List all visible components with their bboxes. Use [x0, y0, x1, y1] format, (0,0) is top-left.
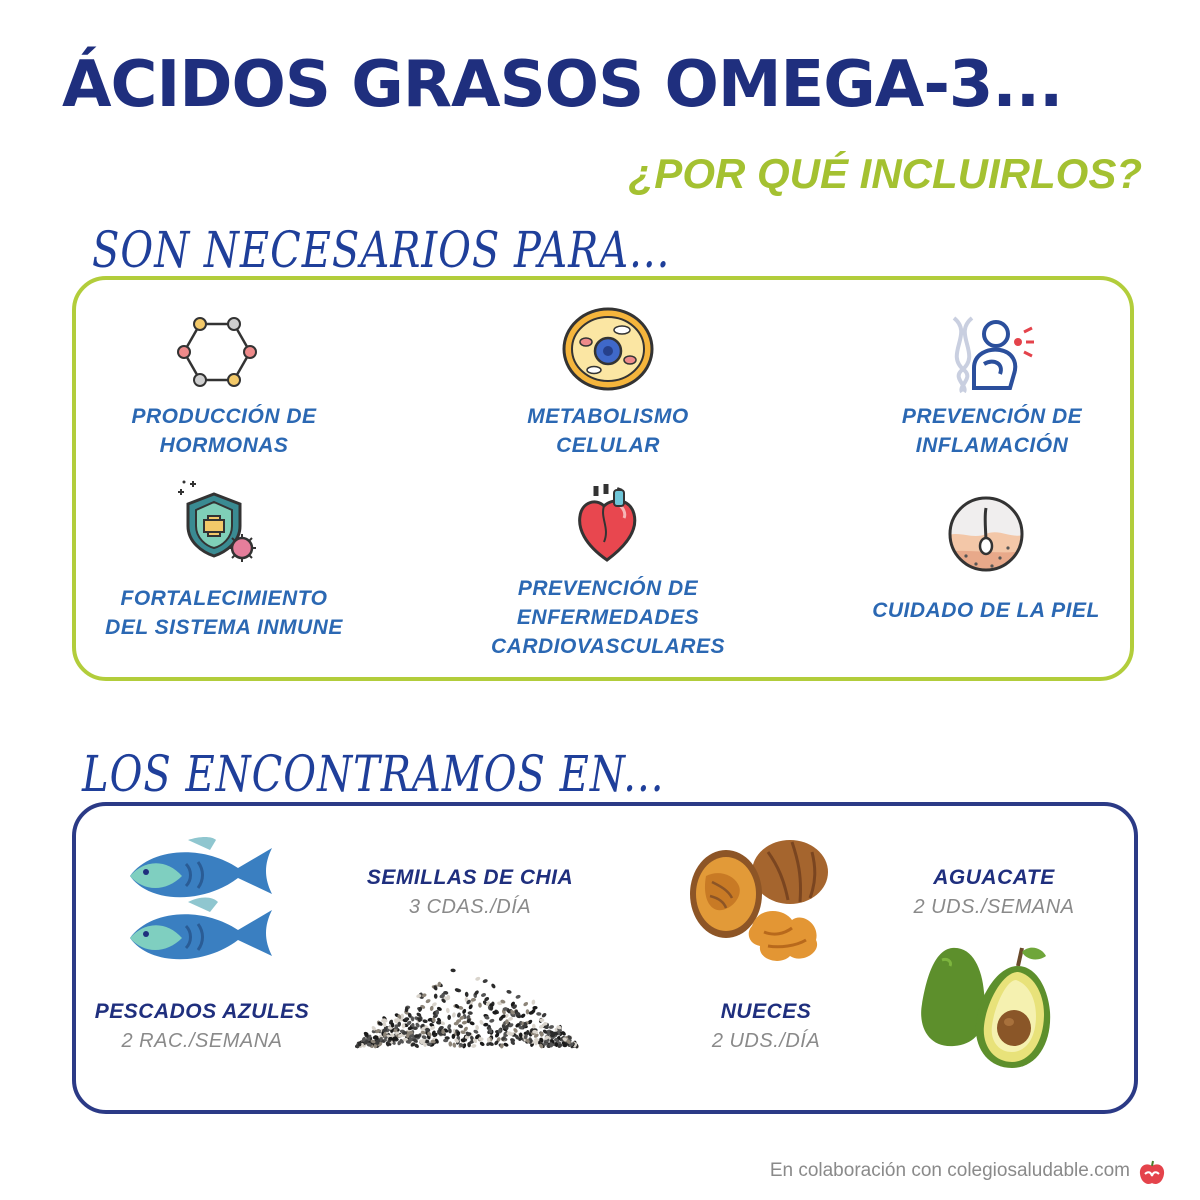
chia-seed — [434, 994, 438, 999]
chia-seed — [526, 1009, 530, 1014]
chia-seed — [452, 1042, 457, 1048]
benefit-line: FORTALECIMIENTO — [120, 587, 328, 610]
apple-logo-icon — [1138, 1160, 1166, 1186]
shield-virus-icon — [170, 480, 266, 572]
food-avocado-name: AGUACATE — [933, 866, 1055, 889]
chia-seed — [448, 1041, 452, 1046]
benefit-line: CUIDADO DE LA PIEL — [872, 599, 1100, 622]
chia-seed — [506, 989, 512, 994]
walnut-icon — [688, 836, 830, 968]
chia-seed — [523, 1001, 529, 1007]
benefit-line: PREVENCIÓN DE — [517, 577, 699, 600]
benefit-hormones — [74, 402, 374, 460]
chia-seed — [536, 1012, 541, 1016]
chia-seed — [482, 979, 488, 984]
page-title: ÁCIDOS GRASOS OMEGA-3... — [62, 48, 1063, 122]
chia-seeds-icon — [352, 950, 582, 1060]
chia-seed — [548, 1025, 554, 1030]
food-fish-name: PESCADOS AZULES — [94, 1000, 310, 1023]
section2-heading: LOS ENCONTRAMOS EN... — [82, 746, 665, 804]
chia-seed — [446, 1008, 450, 1014]
section1-heading: SON NECESARIOS PARA... — [92, 222, 671, 280]
chia-seed — [468, 1004, 474, 1010]
chia-seed — [541, 1012, 547, 1018]
benefit-line: PRODUCCIÓN DE — [131, 405, 317, 428]
chia-seed — [478, 1002, 482, 1008]
food-chia-name: SEMILLAS DE CHIA — [366, 866, 574, 889]
chia-seed — [489, 1018, 495, 1023]
food-fish-qty: 2 RAC./SEMANA — [121, 1030, 283, 1052]
chia-seed — [447, 1015, 451, 1020]
chia-seed — [480, 992, 486, 997]
chia-seed — [498, 1028, 502, 1033]
chia-seed — [475, 976, 481, 981]
benefit-line: HORMONAS — [159, 434, 289, 457]
benefit-line: INFLAMACIÓN — [915, 434, 1069, 457]
chia-seed — [475, 1025, 479, 1031]
chia-seed — [421, 1035, 427, 1040]
chia-seed — [465, 992, 469, 998]
footer-text: En colaboración con colegiosaludable.com — [769, 1160, 1130, 1181]
chia-seed — [422, 1019, 428, 1024]
chia-seed — [479, 1041, 485, 1047]
benefit-line: METABOLISMO — [527, 405, 689, 428]
chia-seed — [462, 1020, 468, 1025]
heart-icon — [574, 484, 640, 564]
chia-seed — [413, 1026, 418, 1030]
fish-icon — [126, 834, 278, 962]
benefit-inflammation — [842, 402, 1142, 460]
chia-seed — [490, 983, 496, 989]
benefit-immune — [74, 584, 374, 642]
hexagon-molecule-icon — [176, 316, 260, 388]
chia-seed — [540, 1032, 544, 1037]
chia-seed — [425, 998, 431, 1004]
footer-credit — [770, 1160, 1130, 1182]
skin-icon — [946, 494, 1026, 574]
chia-seed — [452, 1012, 456, 1018]
benefit-line: ENFERMEDADES — [516, 606, 700, 629]
chia-seed — [503, 1042, 509, 1048]
chia-seed — [467, 1011, 472, 1015]
chia-seed — [471, 1044, 477, 1049]
food-walnut-qty: 2 UDS./DÍA — [711, 1030, 821, 1052]
benefit-line: PREVENCIÓN DE — [901, 405, 1083, 428]
benefit-line: CARDIOVASCULARES — [491, 635, 725, 658]
inflammation-icon — [944, 314, 1036, 394]
benefit-line: CELULAR — [556, 434, 660, 457]
chia-seed — [562, 1044, 567, 1048]
chia-seed — [450, 968, 456, 972]
cell-icon — [560, 306, 656, 392]
benefit-cardiovascular — [458, 574, 758, 661]
benefit-metabolism — [458, 402, 758, 460]
benefit-line: DEL SISTEMA INMUNE — [105, 616, 343, 639]
food-avocado-qty: 2 UDS./SEMANA — [913, 896, 1075, 918]
food-chia-qty: 3 CDAS./DÍA — [408, 896, 532, 918]
page-subtitle: ¿POR QUÉ INCLUIRLOS? — [628, 150, 1142, 197]
benefit-skin — [836, 596, 1136, 625]
avocado-icon — [918, 944, 1052, 1070]
food-walnut-name: NUECES — [720, 1000, 812, 1023]
chia-seed — [515, 994, 521, 999]
chia-seed — [531, 999, 535, 1005]
